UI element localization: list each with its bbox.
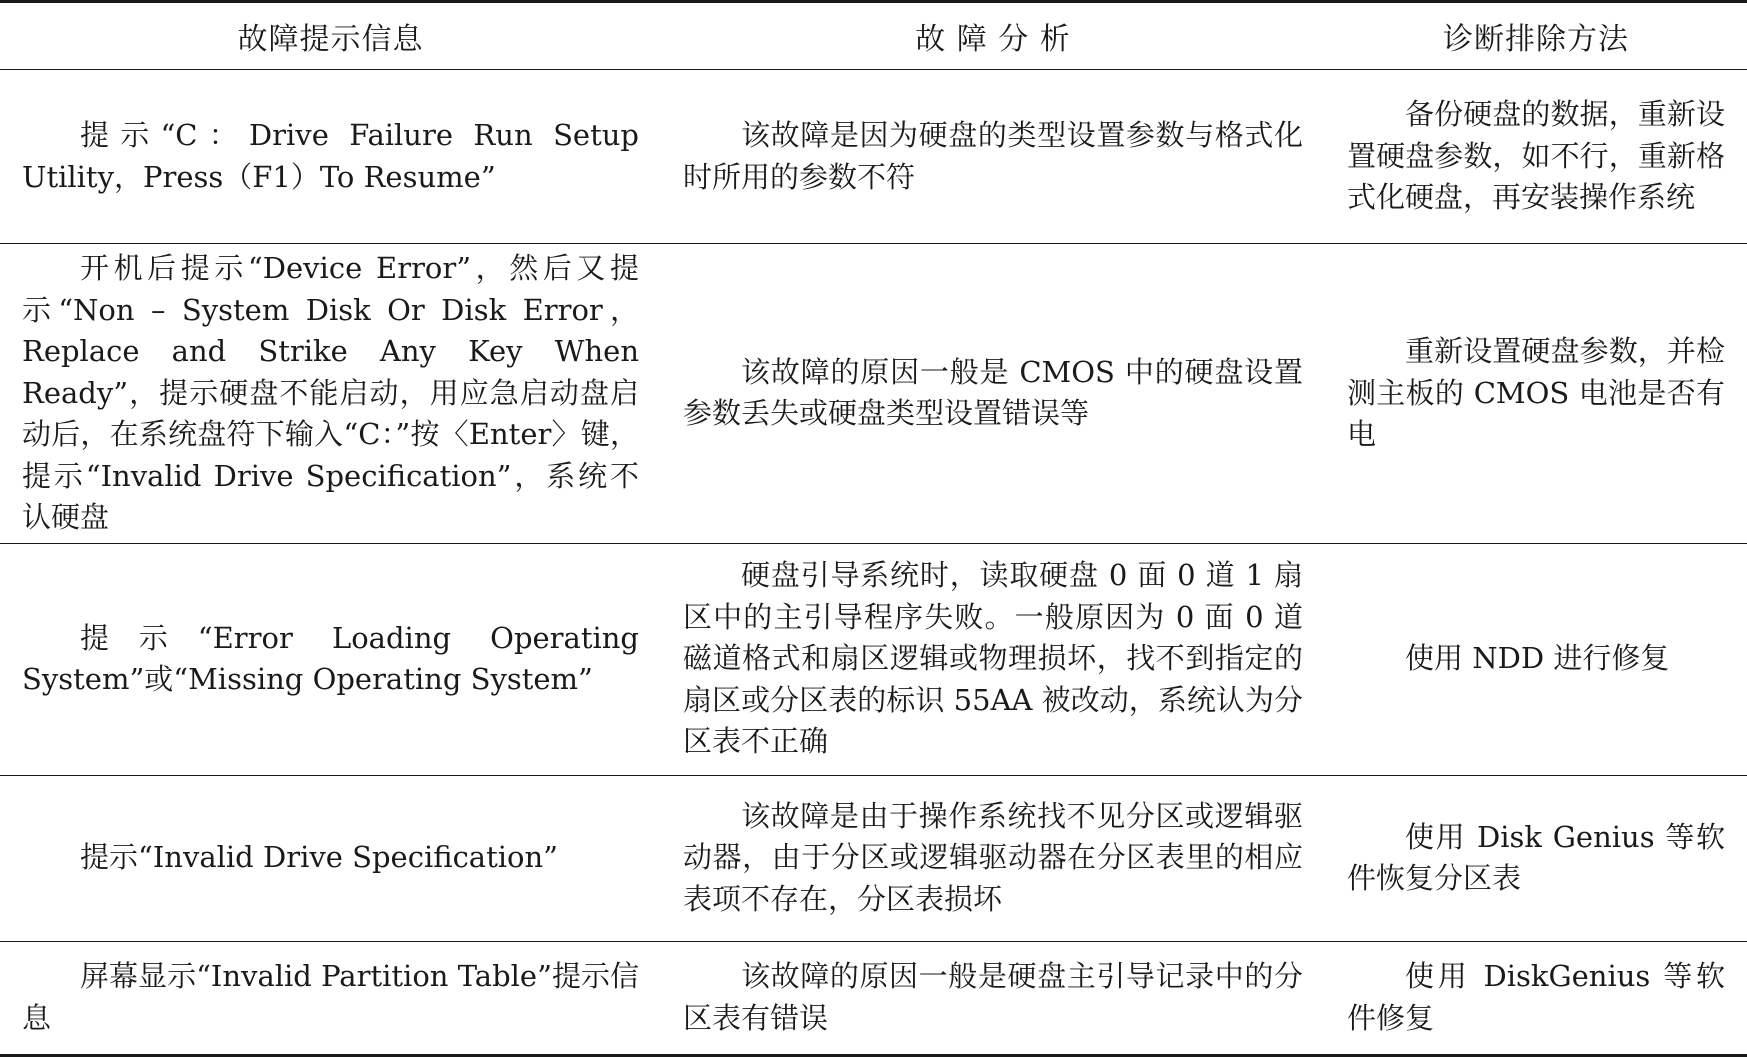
diagnosis-method-text: 备份硬盘的数据，重新设置硬盘参数，如不行，重新格式化硬盘，再安装操作系统 bbox=[1347, 97, 1725, 215]
fault-analysis-cell bbox=[661, 775, 1325, 941]
diagnosis-method-cell bbox=[1325, 244, 1747, 544]
fault-info-cell bbox=[0, 941, 661, 1055]
diagnosis-method-cell bbox=[1325, 775, 1747, 941]
fault-analysis-cell bbox=[661, 70, 1325, 244]
fault-info-text: 提示“Invalid Drive Specification” bbox=[80, 840, 558, 875]
header-fault-analysis: 故 障 分 析 bbox=[915, 22, 1071, 57]
fault-analysis-cell bbox=[661, 941, 1325, 1055]
diagnosis-method-text: 使用 NDD 进行修复 bbox=[1405, 641, 1670, 676]
table-row bbox=[0, 941, 1747, 1055]
fault-info-text: 提示“Error Loading Operating System”或“Missing Operating System” bbox=[22, 620, 639, 696]
diagnosis-method-text: 使用 Disk Genius 等软件恢复分区表 bbox=[1347, 819, 1725, 895]
fault-info-text: 屏幕显示“Invalid Partition Table”提示信息 bbox=[22, 959, 639, 1035]
fault-analysis-text: 硬盘引导系统时，读取硬盘 0 面 0 道 1 扇区中的主引导程序失败。一般原因为 0 面 0 道磁道格式和扇区逻辑或物理损坏，找不到指定的扇区或分区表的标识 55AA 被改动，系统认为分区表不正确 bbox=[683, 558, 1303, 759]
diagnosis-method-cell bbox=[1325, 941, 1747, 1055]
diagnosis-method-cell bbox=[1325, 70, 1747, 244]
fault-analysis-text: 该故障的原因一般是硬盘主引导记录中的分区表有错误 bbox=[683, 959, 1303, 1035]
table-header-row bbox=[0, 2, 1747, 70]
fault-info-cell bbox=[0, 775, 661, 941]
fault-analysis-text: 该故障是因为硬盘的类型设置参数与格式化时所用的参数不符 bbox=[683, 118, 1303, 194]
fault-info-cell bbox=[0, 70, 661, 244]
fault-analysis-text: 该故障的原因一般是 CMOS 中的硬盘设置参数丢失或硬盘类型设置错误等 bbox=[683, 354, 1303, 431]
fault-info-cell bbox=[0, 244, 661, 544]
fault-info-cell bbox=[0, 543, 661, 775]
table-row bbox=[0, 70, 1747, 244]
table-row bbox=[0, 244, 1747, 544]
header-diagnosis-method: 诊断排除方法 bbox=[1443, 22, 1629, 57]
fault-info-text: 提示“C：Drive Failure Run Setup Utility，Press（F1）To Resume” bbox=[22, 118, 639, 194]
fault-analysis-text: 该故障是由于操作系统找不见分区或逻辑驱动器，由于分区或逻辑驱动器在分区表里的相应表项不存在，分区表损坏 bbox=[683, 798, 1303, 916]
fault-analysis-cell bbox=[661, 543, 1325, 775]
table-row bbox=[0, 775, 1747, 941]
diagnosis-method-text: 重新设置硬盘参数，并检测主板的 CMOS 电池是否有电 bbox=[1347, 334, 1725, 451]
diagnosis-method-cell bbox=[1325, 543, 1747, 775]
table-row bbox=[0, 543, 1747, 775]
fault-analysis-cell bbox=[661, 244, 1325, 544]
header-fault-info: 故障提示信息 bbox=[237, 22, 424, 57]
fault-info-text: 开机后提示“Device Error”，然后又提示“Non – System Disk Or Disk Error，Replace and Strike Any Key When Ready”，提示硬盘不能启动，用应急启动盘启动后，在系统盘符下输入“C：”按〈Enter〉键，提示“Invalid Drive Specification”，系统不认硬盘 bbox=[22, 251, 639, 534]
diagnosis-method-text: 使用 DiskGenius 等软件修复 bbox=[1347, 959, 1725, 1035]
